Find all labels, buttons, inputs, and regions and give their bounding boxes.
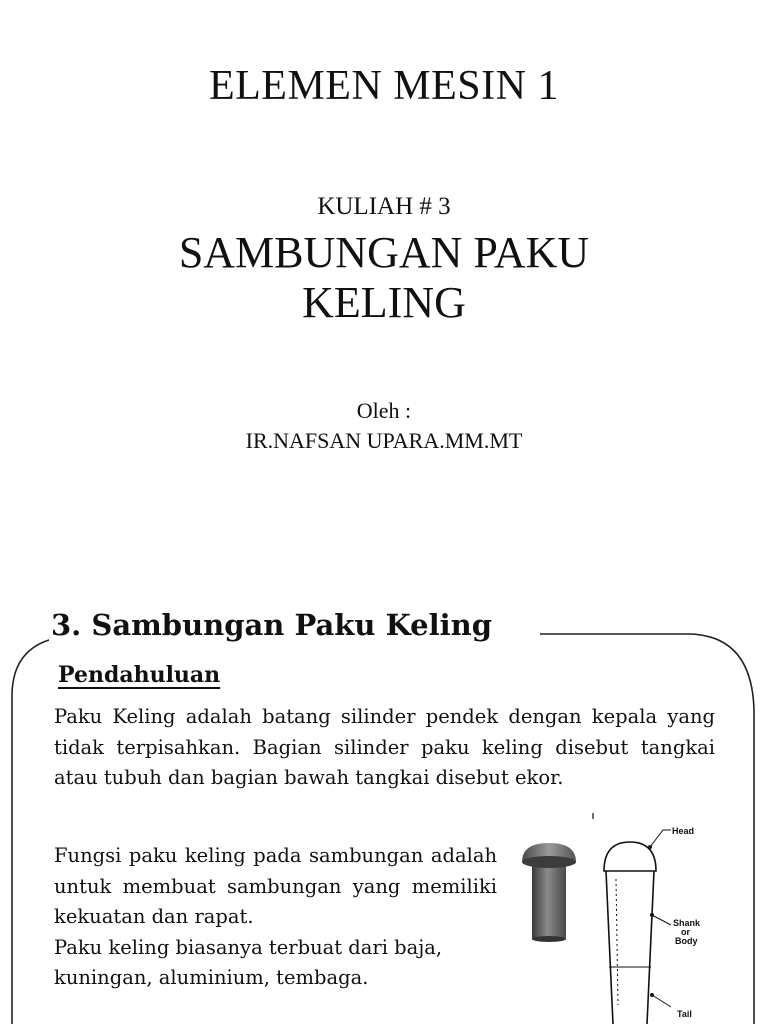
shank-label: Shank (673, 918, 701, 928)
main-title: ELEMEN MESIN 1 (209, 63, 559, 109)
tail-label: Tail (677, 1009, 692, 1019)
lecture-number: KULIAH # 3 (317, 193, 451, 220)
author-label: Oleh : (356, 398, 412, 423)
function-paragraph (54, 841, 497, 994)
rivet-illustration (505, 805, 725, 1024)
section-title: 3. Sambungan Paku Keling (49, 608, 498, 642)
head-label: Head (672, 826, 695, 836)
intro-paragraph: Paku Keling adalah batang silinder pendek dengan kepala yang tidak terpisahkan. Bagian silinder paku keling disebut tangkai atau tubuh dan bagian bawah tangkai disebut ekor. (54, 705, 715, 789)
function-text: Fungsi paku keling pada sambungan adalah untuk membuat sambungan yang memiliki kekuatan dan rapat. (54, 844, 497, 928)
section-subheading: Pendahuluan (58, 662, 221, 688)
rivet-line-drawing (593, 813, 671, 1024)
author-name: IR.NAFSAN UPARA.MM.MT (245, 428, 523, 453)
rivet-3d-image (522, 843, 576, 942)
shank-or-label: or (681, 927, 690, 937)
material-text: Paku keling biasanya terbuat dari baja, kuningan, aluminium, tembaga. (54, 935, 443, 989)
content-slide (0, 600, 768, 1024)
body-label: Body (675, 936, 698, 946)
topic-title: SAMBUNGAN PAKU KELING (178, 228, 590, 327)
